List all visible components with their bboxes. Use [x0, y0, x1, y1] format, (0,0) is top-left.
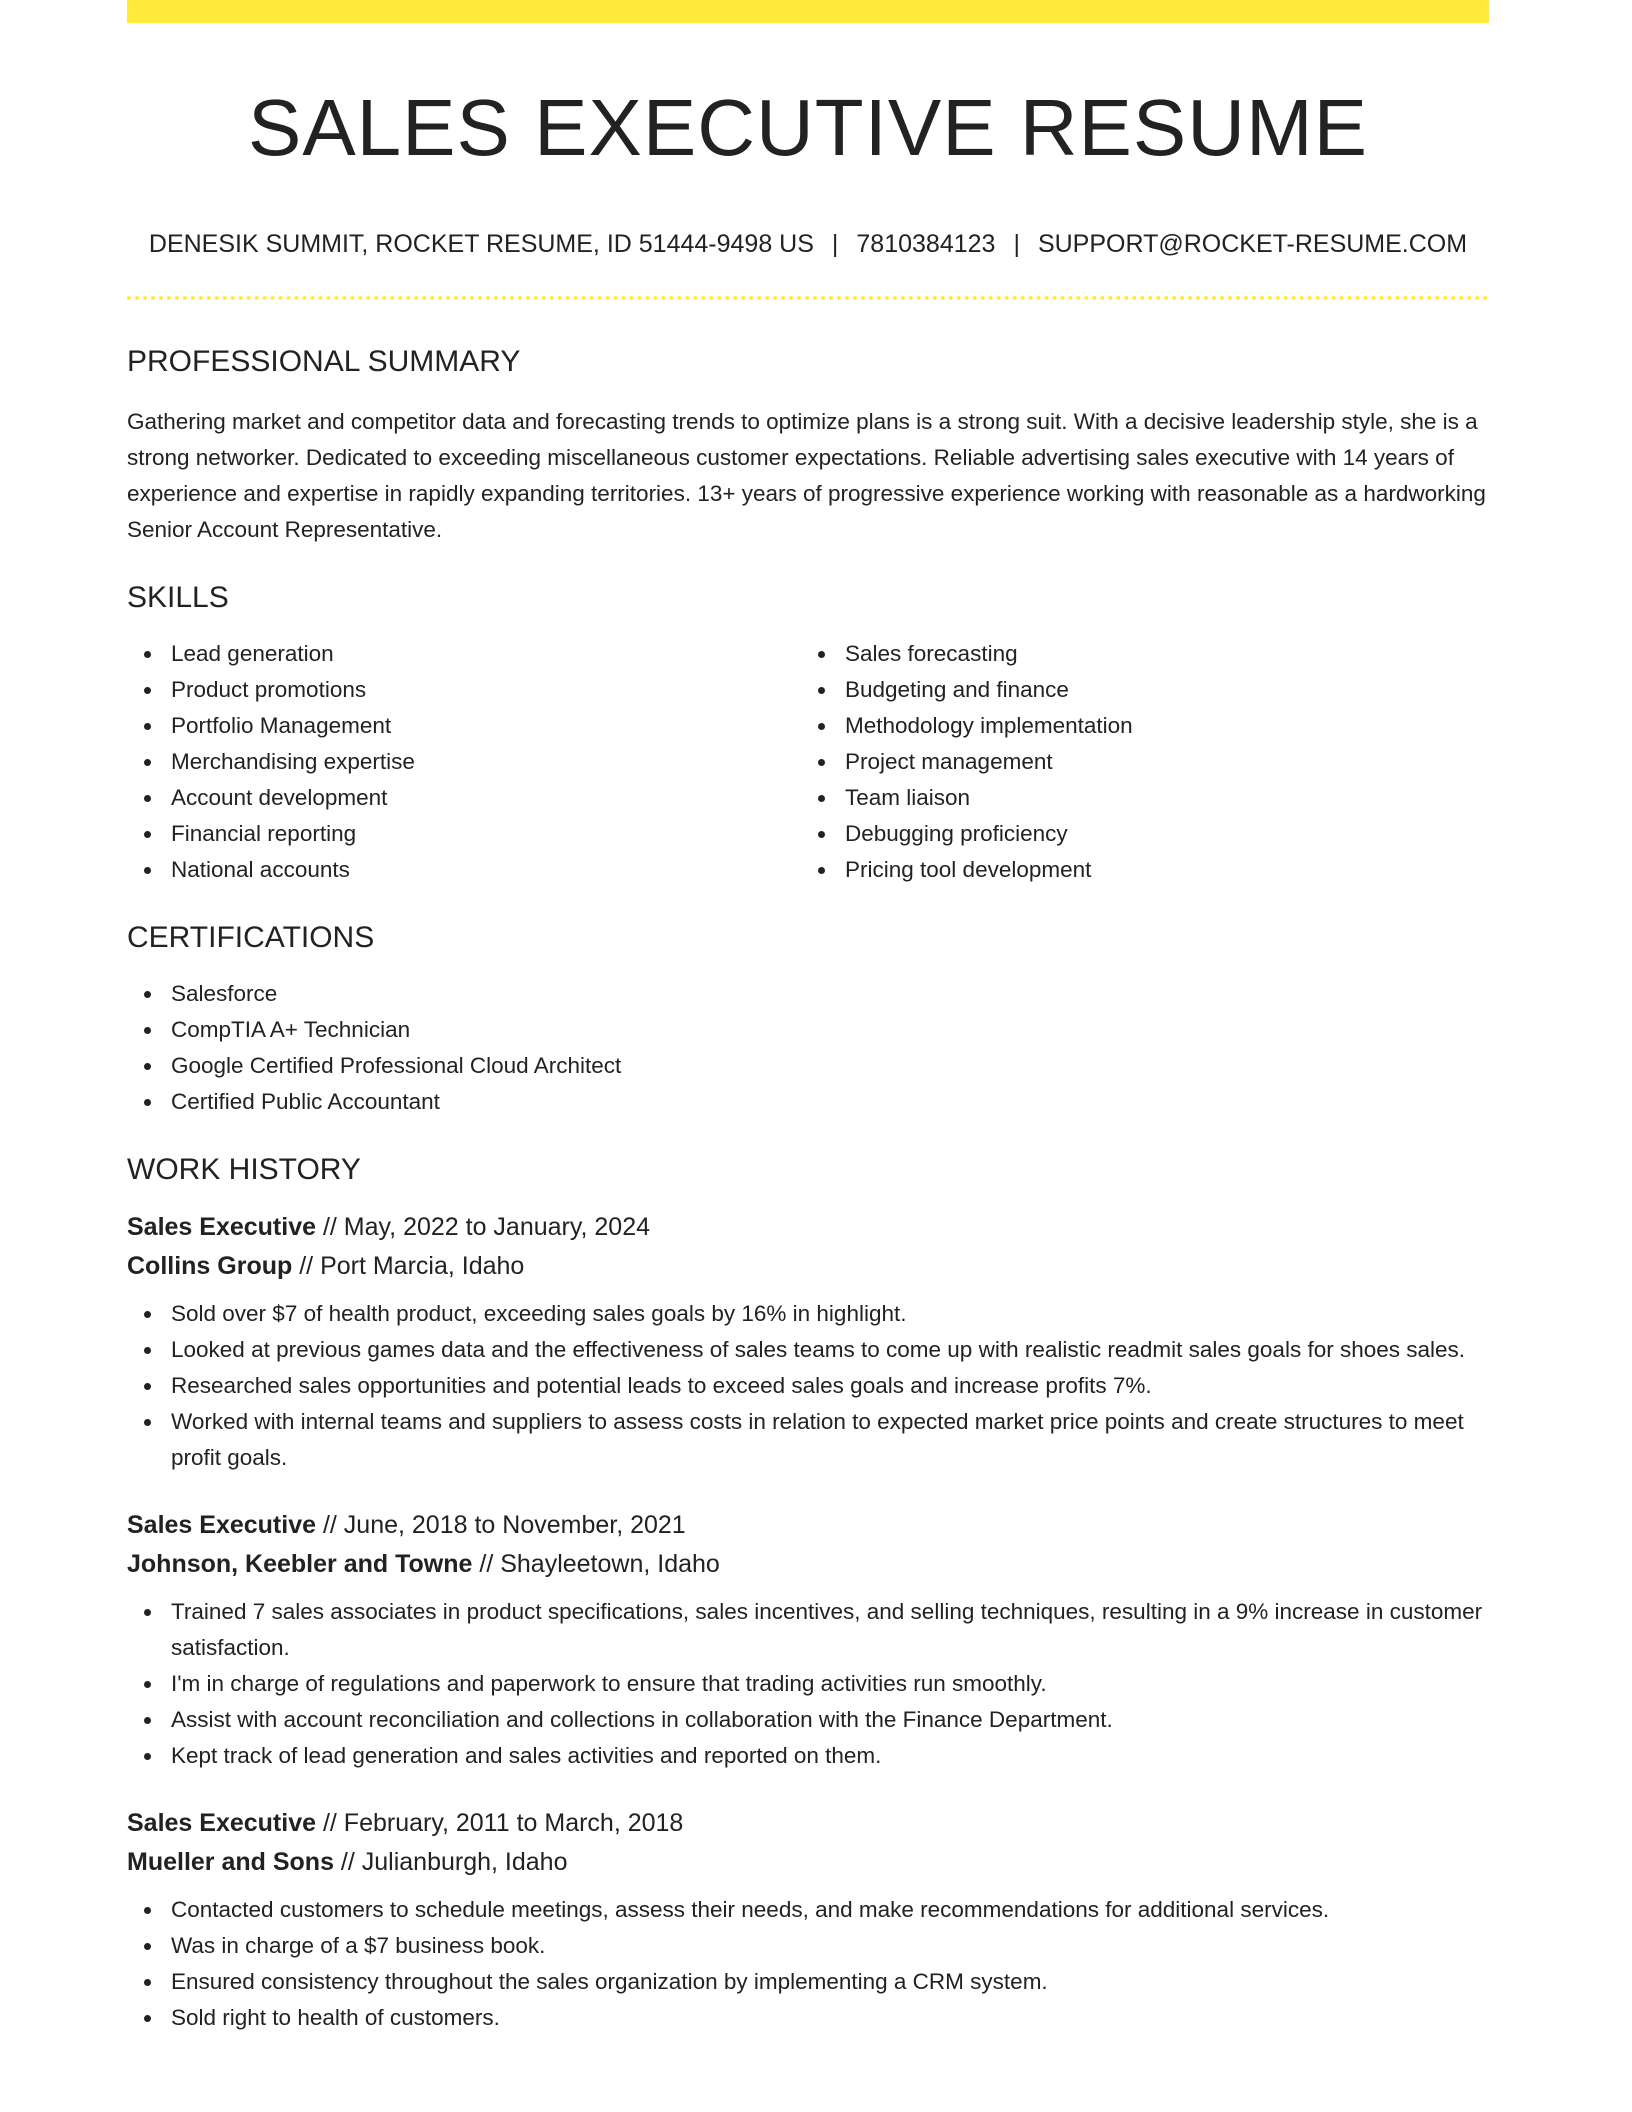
- job-bullets: [127, 1594, 1489, 1774]
- job-title: Sales Executive: [127, 1511, 317, 1539]
- job-bullet: Trained 7 sales associates in product specifications, sales incentives, and selling techniques, resulting in a 9% increase in customer satisfaction.: [127, 1594, 1489, 1666]
- job-title: Sales Executive: [127, 1809, 317, 1837]
- skill-item: Merchandising expertise: [127, 744, 801, 780]
- skill-item: Sales forecasting: [801, 636, 1475, 672]
- skills-column-left: [127, 636, 801, 888]
- job-bullet: Ensured consistency throughout the sales organization by implementing a CRM system.: [127, 1964, 1489, 2000]
- skill-item: Budgeting and finance: [801, 672, 1475, 708]
- summary-heading: PROFESSIONAL SUMMARY: [127, 345, 521, 378]
- job-bullet: Kept track of lead generation and sales activities and reported on them.: [127, 1738, 1489, 1774]
- certification-item: Salesforce: [127, 976, 1489, 1012]
- skill-item: Account development: [127, 780, 801, 816]
- job-entry: [127, 1506, 1489, 1774]
- job-company-line: [127, 1843, 1489, 1882]
- job-location: // Port Marcia, Idaho: [292, 1252, 525, 1280]
- contact-separator: |: [1013, 230, 1020, 258]
- job-dates: // February, 2011 to March, 2018: [316, 1809, 684, 1837]
- skill-item: Product promotions: [127, 672, 801, 708]
- job-company-line: [127, 1545, 1489, 1584]
- certifications-list: [127, 976, 1489, 1120]
- job-bullets: [127, 1892, 1489, 2036]
- job-title-line: [127, 1208, 1489, 1247]
- job-dates: // June, 2018 to November, 2021: [316, 1511, 686, 1539]
- contact-address: DENESIK SUMMIT, ROCKET RESUME, ID 51444-9498 US: [148, 230, 814, 258]
- certification-item: CompTIA A+ Technician: [127, 1012, 1489, 1048]
- job-company-line: [127, 1247, 1489, 1286]
- job-location: // Julianburgh, Idaho: [333, 1848, 568, 1876]
- skill-item: Portfolio Management: [127, 708, 801, 744]
- job-location: // Shayleetown, Idaho: [472, 1550, 720, 1578]
- job-dates: // May, 2022 to January, 2024: [316, 1213, 651, 1241]
- job-company: Johnson, Keebler and Towne: [127, 1550, 473, 1578]
- job-bullet: Worked with internal teams and suppliers to assess costs in relation to expected market price points and create structures to meet profit goals.: [127, 1404, 1489, 1476]
- skill-item: Team liaison: [801, 780, 1475, 816]
- resume-title: SALES EXECUTIVE RESUME: [247, 83, 1369, 172]
- resume-content: [127, 0, 1489, 2036]
- job-bullets: [127, 1296, 1489, 1476]
- job-entry: [127, 1804, 1489, 2036]
- job-entry: [127, 1208, 1489, 1476]
- job-company: Mueller and Sons: [127, 1848, 334, 1876]
- job-bullet: Was in charge of a $7 business book.: [127, 1928, 1489, 1964]
- skills-column-right: [801, 636, 1475, 888]
- dotted-divider: [127, 296, 1489, 300]
- skill-item: Pricing tool development: [801, 852, 1475, 888]
- skill-item: Methodology implementation: [801, 708, 1475, 744]
- job-bullet: Researched sales opportunities and potential leads to exceed sales goals and increase profits 7%.: [127, 1368, 1489, 1404]
- certifications-heading: CERTIFICATIONS: [127, 921, 375, 954]
- work-history-heading: WORK HISTORY: [127, 1153, 361, 1186]
- summary-text: Gathering market and competitor data and forecasting trends to optimize plans is a strong suit. With a decisive leadership style, she is a strong networker. Dedicated to exceeding miscellaneous customer expectations. Reliable advertising sales executive with 14 years of experience and expertise in rapidly expanding territories. 13+ years of progressive experience working with reasonable as a hardworking Senior Account Representative.: [127, 409, 1486, 542]
- skill-item: Financial reporting: [127, 816, 801, 852]
- job-title-line: [127, 1506, 1489, 1545]
- certification-item: Google Certified Professional Cloud Architect: [127, 1048, 1489, 1084]
- skill-item: Project management: [801, 744, 1475, 780]
- skill-item: Debugging proficiency: [801, 816, 1475, 852]
- skill-item: Lead generation: [127, 636, 801, 672]
- job-bullet: Sold right to health of customers.: [127, 2000, 1489, 2036]
- certification-item: Certified Public Accountant: [127, 1084, 1489, 1120]
- job-bullet: I'm in charge of regulations and paperwork to ensure that trading activities run smoothly.: [127, 1666, 1489, 1702]
- contact-email: SUPPORT@ROCKET-RESUME.COM: [1037, 230, 1468, 258]
- job-bullet: Assist with account reconciliation and collections in collaboration with the Finance Department.: [127, 1702, 1489, 1738]
- contact-separator: |: [831, 230, 839, 258]
- skills-grid: [127, 636, 1489, 888]
- contact-phone: 7810384123: [856, 230, 996, 258]
- job-bullet: Looked at previous games data and the effectiveness of sales teams to come up with realistic readmit sales goals for shoes sales.: [127, 1332, 1489, 1368]
- job-bullet: Contacted customers to schedule meetings, assess their needs, and make recommendations for additional services.: [127, 1892, 1489, 1928]
- skills-heading: SKILLS: [127, 581, 229, 614]
- contact-line: [127, 228, 1489, 260]
- job-company: Collins Group: [127, 1252, 293, 1280]
- skill-item: National accounts: [127, 852, 801, 888]
- job-bullet: Sold over $7 of health product, exceeding sales goals by 16% in highlight.: [127, 1296, 1489, 1332]
- job-title-line: [127, 1804, 1489, 1843]
- job-title: Sales Executive: [127, 1213, 317, 1241]
